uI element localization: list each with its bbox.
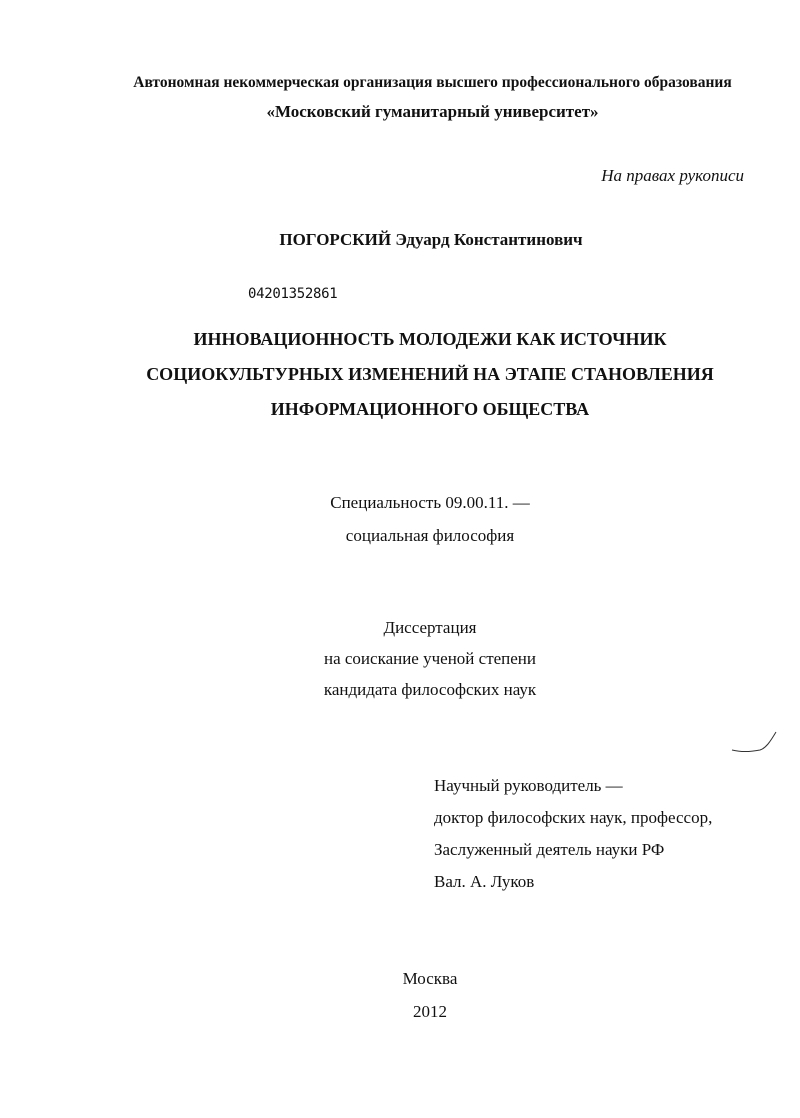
specialty-line: социальная философия: [345, 526, 515, 545]
supervisor-block: [434, 770, 712, 898]
dissertation-title: [30, 322, 800, 427]
supervisor-line: Заслуженный деятель науки РФ: [434, 840, 665, 859]
manuscript-note: На правах рукописи: [601, 166, 744, 185]
supervisor-name: Вал. А. Луков: [434, 872, 535, 891]
author-name: ПОГОРСКИЙ Эдуард Константинович: [279, 230, 583, 249]
specialty-block: [30, 486, 800, 552]
supervisor-line: Научный руководитель —: [434, 776, 623, 795]
signature-mark: [730, 730, 778, 756]
title-line: ИНФОРМАЦИОННОГО ОБЩЕСТВА: [270, 399, 590, 419]
footer-block: [30, 962, 800, 1028]
degree-line: на соискание ученой степени: [323, 649, 537, 668]
title-line: СОЦИОКУЛЬТУРНЫХ ИЗМЕНЕНИЙ НА ЭТАПЕ СТАНОВЛЕНИЯ: [146, 364, 714, 384]
degree-line: кандидата философских наук: [323, 680, 537, 699]
university-name: «Московский гуманитарный университет»: [266, 102, 599, 121]
year: 2012: [413, 1002, 447, 1021]
degree-line: Диссертация: [383, 618, 477, 637]
city: Москва: [402, 969, 458, 988]
title-line: ИННОВАЦИОННОСТЬ МОЛОДЕЖИ КАК ИСТОЧНИК: [193, 329, 667, 349]
degree-block: [30, 612, 800, 705]
specialty-line: Специальность 09.00.11. —: [330, 493, 530, 512]
organization-name: Автономная некоммерческая организация высшего профессионального образования: [133, 74, 732, 91]
registration-number: 04201352861: [248, 286, 338, 302]
supervisor-line: доктор философских наук, профессор,: [434, 808, 713, 827]
